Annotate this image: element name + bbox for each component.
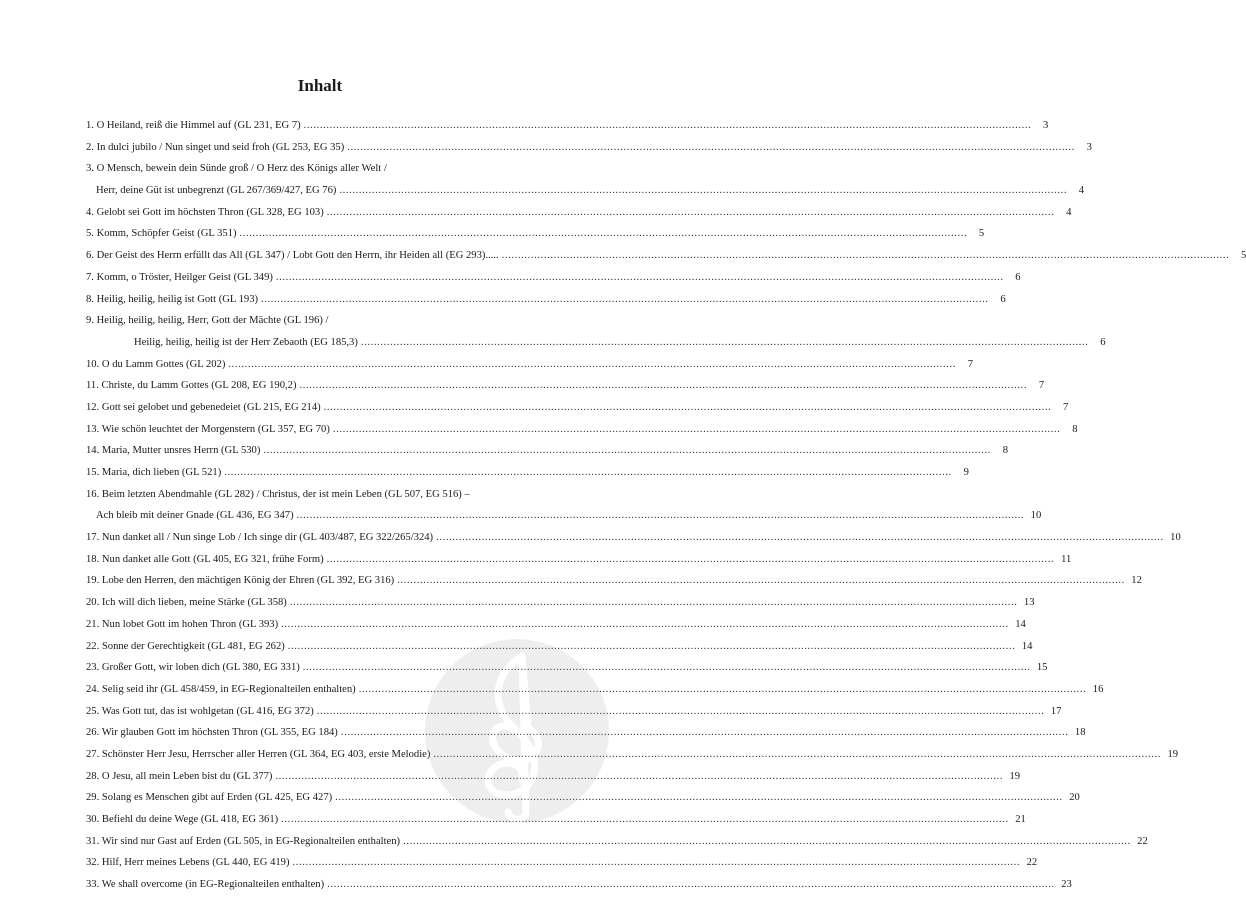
toc-page-number: 7 bbox=[1038, 380, 1045, 392]
toc-entry bbox=[86, 401, 1069, 414]
toc-entry bbox=[86, 878, 1072, 891]
dot-leader bbox=[281, 813, 1009, 826]
toc-page-number: 22 bbox=[1137, 835, 1148, 847]
toc-entry-title: 32. Hilf, Herr meines Lebens (GL 440, EG 419) bbox=[86, 857, 290, 869]
toc-entry-title: 2. In dulci jubilo / Nun singet und seid froh (GL 253, EG 35) bbox=[86, 141, 345, 153]
toc-page-number: 3 bbox=[1086, 141, 1092, 153]
page-title: Inhalt bbox=[297, 76, 343, 95]
toc-page-number: 18 bbox=[1074, 727, 1086, 739]
toc-entry-title: 22. Sonne der Gerechtigkeit (GL 481, EG 262) bbox=[86, 640, 285, 652]
dot-leader bbox=[293, 856, 1021, 869]
toc-entry-title: 13. Wie schön leuchtet der Morgenstern (GL 357, EG 70) bbox=[86, 423, 330, 435]
toc-entry bbox=[86, 553, 1072, 566]
dot-leader bbox=[288, 640, 1016, 653]
toc-entry bbox=[86, 574, 1142, 587]
toc-page-number: 8 bbox=[1002, 445, 1009, 457]
toc-entry bbox=[86, 835, 1148, 848]
toc-entry bbox=[86, 184, 1085, 197]
toc-page-number: 15 bbox=[1036, 662, 1048, 674]
toc-entry bbox=[86, 423, 1078, 436]
dot-leader bbox=[297, 509, 1025, 522]
toc-entry-title: 9. Heilig, heilig, heilig, Herr, Gott der Mächte (GL 196) / bbox=[86, 315, 329, 327]
toc-page-number: 14 bbox=[1021, 640, 1033, 652]
toc-page-number: 5 bbox=[1241, 250, 1246, 262]
dot-leader bbox=[361, 336, 1089, 349]
toc-page-number: 13 bbox=[1023, 597, 1035, 609]
toc-page-number: 11 bbox=[1061, 553, 1072, 565]
toc-entry-title: 14. Maria, Mutter unsres Herrn (GL 530) bbox=[86, 445, 261, 457]
dot-leader bbox=[327, 553, 1055, 566]
dot-leader bbox=[276, 271, 1004, 284]
toc-page-number: 21 bbox=[1015, 814, 1026, 825]
toc-page-number: 4 bbox=[1078, 185, 1085, 197]
toc-page-number: 19 bbox=[1009, 770, 1021, 782]
toc-page-number: 22 bbox=[1026, 857, 1038, 869]
toc-entry-title: 6. Der Geist des Herrn erfüllt das All (GL 347) / Lobt Gott den Herrn, ihr Heiden all (EG 293)..... bbox=[86, 250, 499, 262]
toc-entry-title: 23. Großer Gott, wir loben dich (GL 380, EG 331) bbox=[86, 662, 300, 674]
toc-page-number: 23 bbox=[1061, 879, 1072, 891]
dot-leader bbox=[290, 596, 1018, 609]
toc-entry-title: 10. O du Lamm Gottes (GL 202) bbox=[86, 358, 226, 370]
dot-leader bbox=[224, 466, 952, 479]
toc-entry-title: 24. Selig seid ihr (GL 458/459, in EG-Regionalteilen enthalten) bbox=[86, 683, 356, 695]
toc-entry bbox=[86, 206, 1072, 219]
toc-page-number: 10 bbox=[1030, 510, 1042, 522]
toc-entry bbox=[86, 141, 1092, 154]
toc-entry-line bbox=[86, 488, 556, 501]
toc-entry-title: 29. Solang es Menschen gibt auf Erden (GL 425, EG 427) bbox=[86, 792, 333, 804]
toc-entry bbox=[86, 119, 1049, 132]
toc-entry-title: 27. Schönster Herr Jesu, Herrscher aller Herren (GL 364, EG 403, erste Melodie) bbox=[86, 748, 431, 760]
toc-entry-title: 1. O Heiland, reiß die Himmel auf (GL 231, EG 7) bbox=[86, 120, 301, 131]
toc-entry-title: 33. We shall overcome (in EG-Regionalteilen enthalten) bbox=[86, 879, 325, 891]
toc-entry-title: 16. Beim letzten Abendmahle (GL 282) / Christus, der ist mein Leben (GL 507, EG 516) – bbox=[86, 488, 470, 500]
toc-entry-title: 21. Nun lobet Gott im hohen Thron (GL 393) bbox=[86, 618, 279, 630]
toc-page-number: 8 bbox=[1072, 423, 1078, 435]
toc-entry-title: 19. Lobe den Herren, den mächtigen König der Ehren (GL 392, EG 316) bbox=[86, 575, 395, 587]
dot-leader bbox=[324, 401, 1052, 414]
toc-entry-title: 31. Wir sind nur Gast auf Erden (GL 505, in EG-Regionalteilen enthalten) bbox=[86, 835, 401, 847]
dot-leader bbox=[240, 227, 968, 240]
toc-page-number: 7 bbox=[1063, 401, 1069, 413]
toc-page-number: 4 bbox=[1066, 206, 1072, 218]
dot-leader bbox=[228, 358, 956, 371]
toc-entry-title: 5. Komm, Schöpfer Geist (GL 351) bbox=[86, 228, 237, 240]
toc-entry bbox=[86, 271, 1021, 284]
dot-leader bbox=[403, 835, 1131, 848]
toc-page-number: 16 bbox=[1092, 683, 1104, 695]
toc-page-number: 7 bbox=[967, 358, 974, 370]
toc-entry-title: 26. Wir glauben Gott im höchsten Thron (GL 355, EG 184) bbox=[86, 727, 338, 739]
toc-page-number: 10 bbox=[1170, 532, 1181, 544]
toc-entry-title: Heilig, heilig, heilig ist der Herr Zebaoth (EG 185,3) bbox=[134, 336, 358, 348]
toc-entry-title: 17. Nun danket all / Nun singe Lob / Ich singe dir (GL 403/487, EG 322/265/324) bbox=[86, 532, 434, 544]
toc-entry bbox=[86, 444, 1009, 457]
toc-page-number: 5 bbox=[978, 228, 985, 240]
dot-leader bbox=[339, 184, 1067, 197]
toc-entry-title: 28. O Jesu, all mein Leben bist du (GL 377) bbox=[86, 770, 273, 782]
dot-leader bbox=[397, 574, 1125, 587]
toc-page-number: 20 bbox=[1069, 792, 1080, 804]
toc-entry-title: 11. Christe, du Lamm Gottes (GL 208, EG 190,2) bbox=[86, 380, 297, 392]
toc-entry bbox=[86, 293, 1006, 306]
toc-page-number: 19 bbox=[1167, 748, 1179, 760]
toc-entry bbox=[86, 596, 1035, 609]
toc-entry-title: 18. Nun danket alle Gott (GL 405, EG 321, frühe Form) bbox=[86, 553, 324, 565]
toc-page-number: 6 bbox=[1000, 293, 1006, 305]
dot-leader bbox=[333, 423, 1061, 436]
toc-page-number: 9 bbox=[963, 467, 969, 478]
toc-entry-title: 30. Befiehl du deine Wege (GL 418, EG 361) bbox=[86, 814, 279, 825]
toc-entry-title: 7. Komm, o Tröster, Heilger Geist (GL 349) bbox=[86, 271, 273, 283]
toc-entry-title: 8. Heilig, heilig, heilig ist Gott (GL 193) bbox=[86, 293, 259, 305]
toc-entry bbox=[86, 249, 1246, 262]
dot-leader bbox=[275, 770, 1003, 783]
dot-leader bbox=[299, 379, 1027, 392]
toc-entry-title: Ach bleib mit deiner Gnade (GL 436, EG 347) bbox=[96, 510, 294, 522]
toc-entry-title: 25. Was Gott tut, das ist wohlgetan (GL 416, EG 372) bbox=[86, 705, 314, 717]
toc-entry bbox=[86, 379, 1045, 392]
toc-entry-title: Herr, deine Güt ist unbegrenzt (GL 267/369/427, EG 76) bbox=[96, 185, 337, 197]
toc-entry-title: 3. O Mensch, bewein dein Sünde groß / O Herz des Königs aller Welt / bbox=[86, 163, 387, 175]
dot-leader bbox=[281, 618, 1009, 631]
toc-entry bbox=[86, 509, 1042, 522]
toc-entry-title: 12. Gott sei gelobet und gebenedeiet (GL 215, EG 214) bbox=[86, 401, 321, 413]
toc-page-number: 12 bbox=[1131, 575, 1142, 587]
dot-leader bbox=[436, 531, 1164, 544]
toc-entry bbox=[86, 618, 1026, 631]
toc-entry bbox=[86, 336, 1106, 349]
treble-clef-icon bbox=[422, 636, 612, 826]
dot-leader bbox=[327, 206, 1055, 219]
toc-entry bbox=[86, 358, 974, 371]
toc-entry-title: 20. Ich will dich lieben, meine Stärke (GL 358) bbox=[86, 597, 287, 609]
dot-leader bbox=[327, 878, 1055, 891]
toc-entry-line bbox=[86, 162, 556, 175]
dot-leader bbox=[347, 141, 1075, 154]
dot-leader bbox=[303, 661, 1031, 674]
toc-entry-title: 4. Gelobt sei Gott im höchsten Thron (GL 328, EG 103) bbox=[86, 206, 324, 218]
toc-page-number: 14 bbox=[1015, 618, 1026, 630]
toc-page-number: 6 bbox=[1015, 271, 1021, 283]
dot-leader bbox=[261, 293, 989, 306]
dot-leader bbox=[502, 249, 1230, 262]
toc-page-number: 3 bbox=[1043, 120, 1049, 131]
toc-entry-title: 15. Maria, dich lieben (GL 521) bbox=[86, 467, 222, 478]
toc-entry bbox=[86, 227, 985, 240]
dot-leader bbox=[304, 119, 1032, 132]
toc-entry bbox=[86, 856, 1038, 869]
dot-leader bbox=[263, 444, 991, 457]
toc-page-number: 17 bbox=[1050, 705, 1062, 717]
toc-entry-line bbox=[86, 314, 556, 327]
toc-entry bbox=[86, 531, 1181, 544]
toc-page-number: 6 bbox=[1100, 336, 1106, 348]
toc-entry bbox=[86, 466, 969, 479]
